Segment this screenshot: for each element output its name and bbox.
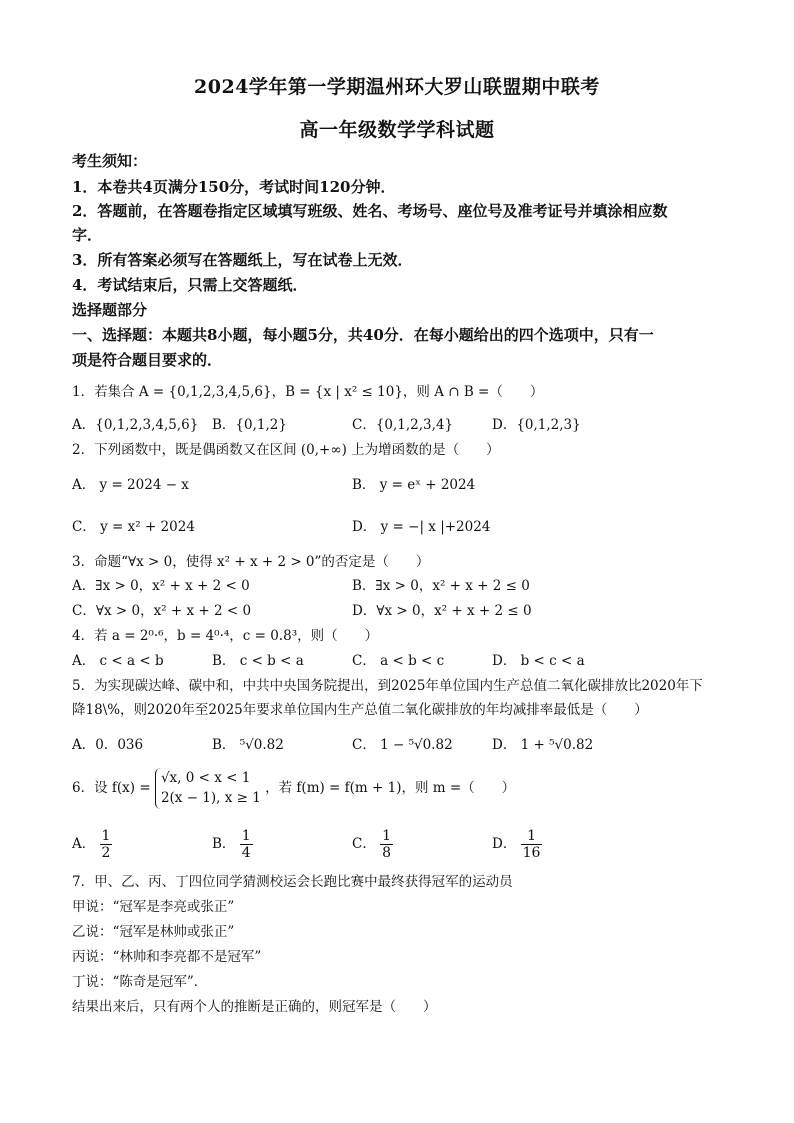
q5-option-a: A．0．036 <box>72 737 144 753</box>
q3-option-c: C．∀x > 0，x² + x + 2 < 0 <box>72 603 252 619</box>
q6-option-a-label: A． <box>72 836 96 853</box>
q7-conclusion: 结果出来后，只有两个人的推断是正确的，则冠军是（ ） <box>72 999 437 1015</box>
q2-option-a: A． y = 2024 − x <box>72 477 189 493</box>
q1-option-c: C．{0,1,2,3,4} <box>352 417 454 433</box>
section-instructions-1: 一、选择题：本题共8小题，每小题5分，共40分．在每小题给出的四个选项中，只有一 <box>72 326 654 344</box>
q6-brace <box>155 768 261 809</box>
q5-stem-line-1: 5．为实现碳达峰、碳中和，中共中央国务院提出，到2025年单位国内生产总值二氧化碳排放比2020年下 <box>72 678 703 694</box>
q6-option-b-fraction <box>240 828 253 861</box>
q3-option-a: A．∃x > 0，x² + x + 2 < 0 <box>72 578 250 594</box>
q5-stem-line-2: 降18\%，则2020年至2025年要求单位国内生产总值二氧化碳排放的年均减排率最低是（ ） <box>72 702 648 718</box>
q6-option-d-numerator: 1 <box>521 828 543 845</box>
q6-suffix: ，若 f(m) = f(m + 1)，则 m =（ ） <box>265 779 516 796</box>
q6-option-d-label: D． <box>492 836 517 853</box>
q6-stem <box>72 768 515 809</box>
q5-option-b: B． ⁵√0.82 <box>212 737 284 753</box>
q6-prefix: 6．设 f(x) = <box>72 779 151 796</box>
q5-option-c: C． 1 − ⁵√0.82 <box>352 737 453 753</box>
q6-option-a-denominator: 2 <box>101 845 111 862</box>
notice-heading: 考生须知： <box>72 152 148 170</box>
q7-statement-yi: 乙说：“冠军是林帅或张正” <box>72 924 235 940</box>
q4-option-c: C． a < b < c <box>352 653 445 669</box>
q6-option-c-numerator: 1 <box>382 828 392 844</box>
q6-option-a <box>72 828 112 861</box>
q7-statement-jia: 甲说：“冠军是李亮或张正” <box>72 899 235 915</box>
q6-option-a-fraction <box>100 828 113 861</box>
exam-subtitle: 高一年级数学学科试题 <box>299 119 495 141</box>
q7-statement-ding: 丁说：“陈奇是冠军”． <box>72 974 208 990</box>
notice-item-3: 3．所有答案必须写在答题纸上，写在试卷上无效． <box>72 251 413 269</box>
q2-option-b: B． y = eˣ + 2024 <box>352 477 476 493</box>
q3-option-b: B．∃x > 0，x² + x + 2 ≤ 0 <box>352 578 530 594</box>
q2-option-c: C． y = x² + 2024 <box>72 519 195 535</box>
q6-piecewise <box>155 768 261 809</box>
q6-option-c <box>352 828 393 861</box>
q6-option-c-denominator: 8 <box>382 845 392 862</box>
q4-option-b: B． c < b < a <box>212 653 304 669</box>
q4-stem: 4．若 a = 2⁰·⁶，b = 4⁰·⁴，c = 0.8³，则（ ） <box>72 628 379 644</box>
q6-case-1: √x, 0 < x < 1 <box>160 770 251 786</box>
section-part: 选择题部分 <box>72 301 148 319</box>
q6-option-d-denominator: 16 <box>522 845 541 862</box>
q6-option-b <box>212 828 253 861</box>
q2-stem: 2．下列函数中，既是偶函数又在区间 (0,+∞) 上为增函数的是（ ） <box>72 442 500 458</box>
q6-option-d-fraction <box>521 828 543 861</box>
q3-option-d: D．∀x > 0，x² + x + 2 ≤ 0 <box>352 603 532 619</box>
q6-option-c-label: C． <box>352 836 376 853</box>
q1-option-d: D．{0,1,2,3} <box>492 417 581 433</box>
q6-option-b-numerator: 1 <box>241 828 251 844</box>
q1-option-a: A．{0,1,2,3,4,5,6} <box>72 417 199 433</box>
q6-option-b-denominator: 4 <box>241 845 251 862</box>
q6-option-c-fraction <box>380 828 393 861</box>
notice-item-2: 2．答题前，在答题卷指定区域填写班级、姓名、考场号、座位号及准考证号并填涂相应数 <box>72 202 668 220</box>
q4-option-d: D． b < c < a <box>492 653 585 669</box>
notice-item-2-cont: 字． <box>72 226 103 244</box>
q6-option-a-numerator: 1 <box>101 828 111 844</box>
notice-item-4: 4．考试结束后，只需上交答题纸． <box>72 276 308 294</box>
q6-option-b-label: B． <box>212 836 236 853</box>
notice-item-1: 1．本卷共4页满分150分，考试时间120分钟． <box>72 178 396 196</box>
q4-option-a: A． c < a < b <box>72 653 164 669</box>
q2-option-d: D． y = −| x |+2024 <box>352 519 491 535</box>
q1-stem: 1．若集合 A = {0,1,2,3,4,5,6}，B = {x | x² ≤ 10}，则 A ∩ B =（ ） <box>72 384 544 400</box>
q5-option-d: D． 1 + ⁵√0.82 <box>492 737 594 753</box>
q7-statement-bing: 丙说：“林帅和李亮都不是冠军” <box>72 949 262 965</box>
q1-option-b: B．{0,1,2} <box>212 417 287 433</box>
q3-stem: 3．命题“∀x > 0，使得 x² + x + 2 > 0”的否定是（ ） <box>72 554 430 570</box>
exam-title: 2024学年第一学期温州环大罗山联盟期中联考 <box>194 76 600 98</box>
q6-case-2: 2(x − 1), x ≥ 1 <box>160 790 261 807</box>
q6-option-d <box>492 828 542 861</box>
section-instructions-2: 项是符合题目要求的． <box>72 351 223 369</box>
q7-stem: 7．甲、乙、丙、丁四位同学猜测校运会长跑比赛中最终获得冠军的运动员 <box>72 874 513 890</box>
